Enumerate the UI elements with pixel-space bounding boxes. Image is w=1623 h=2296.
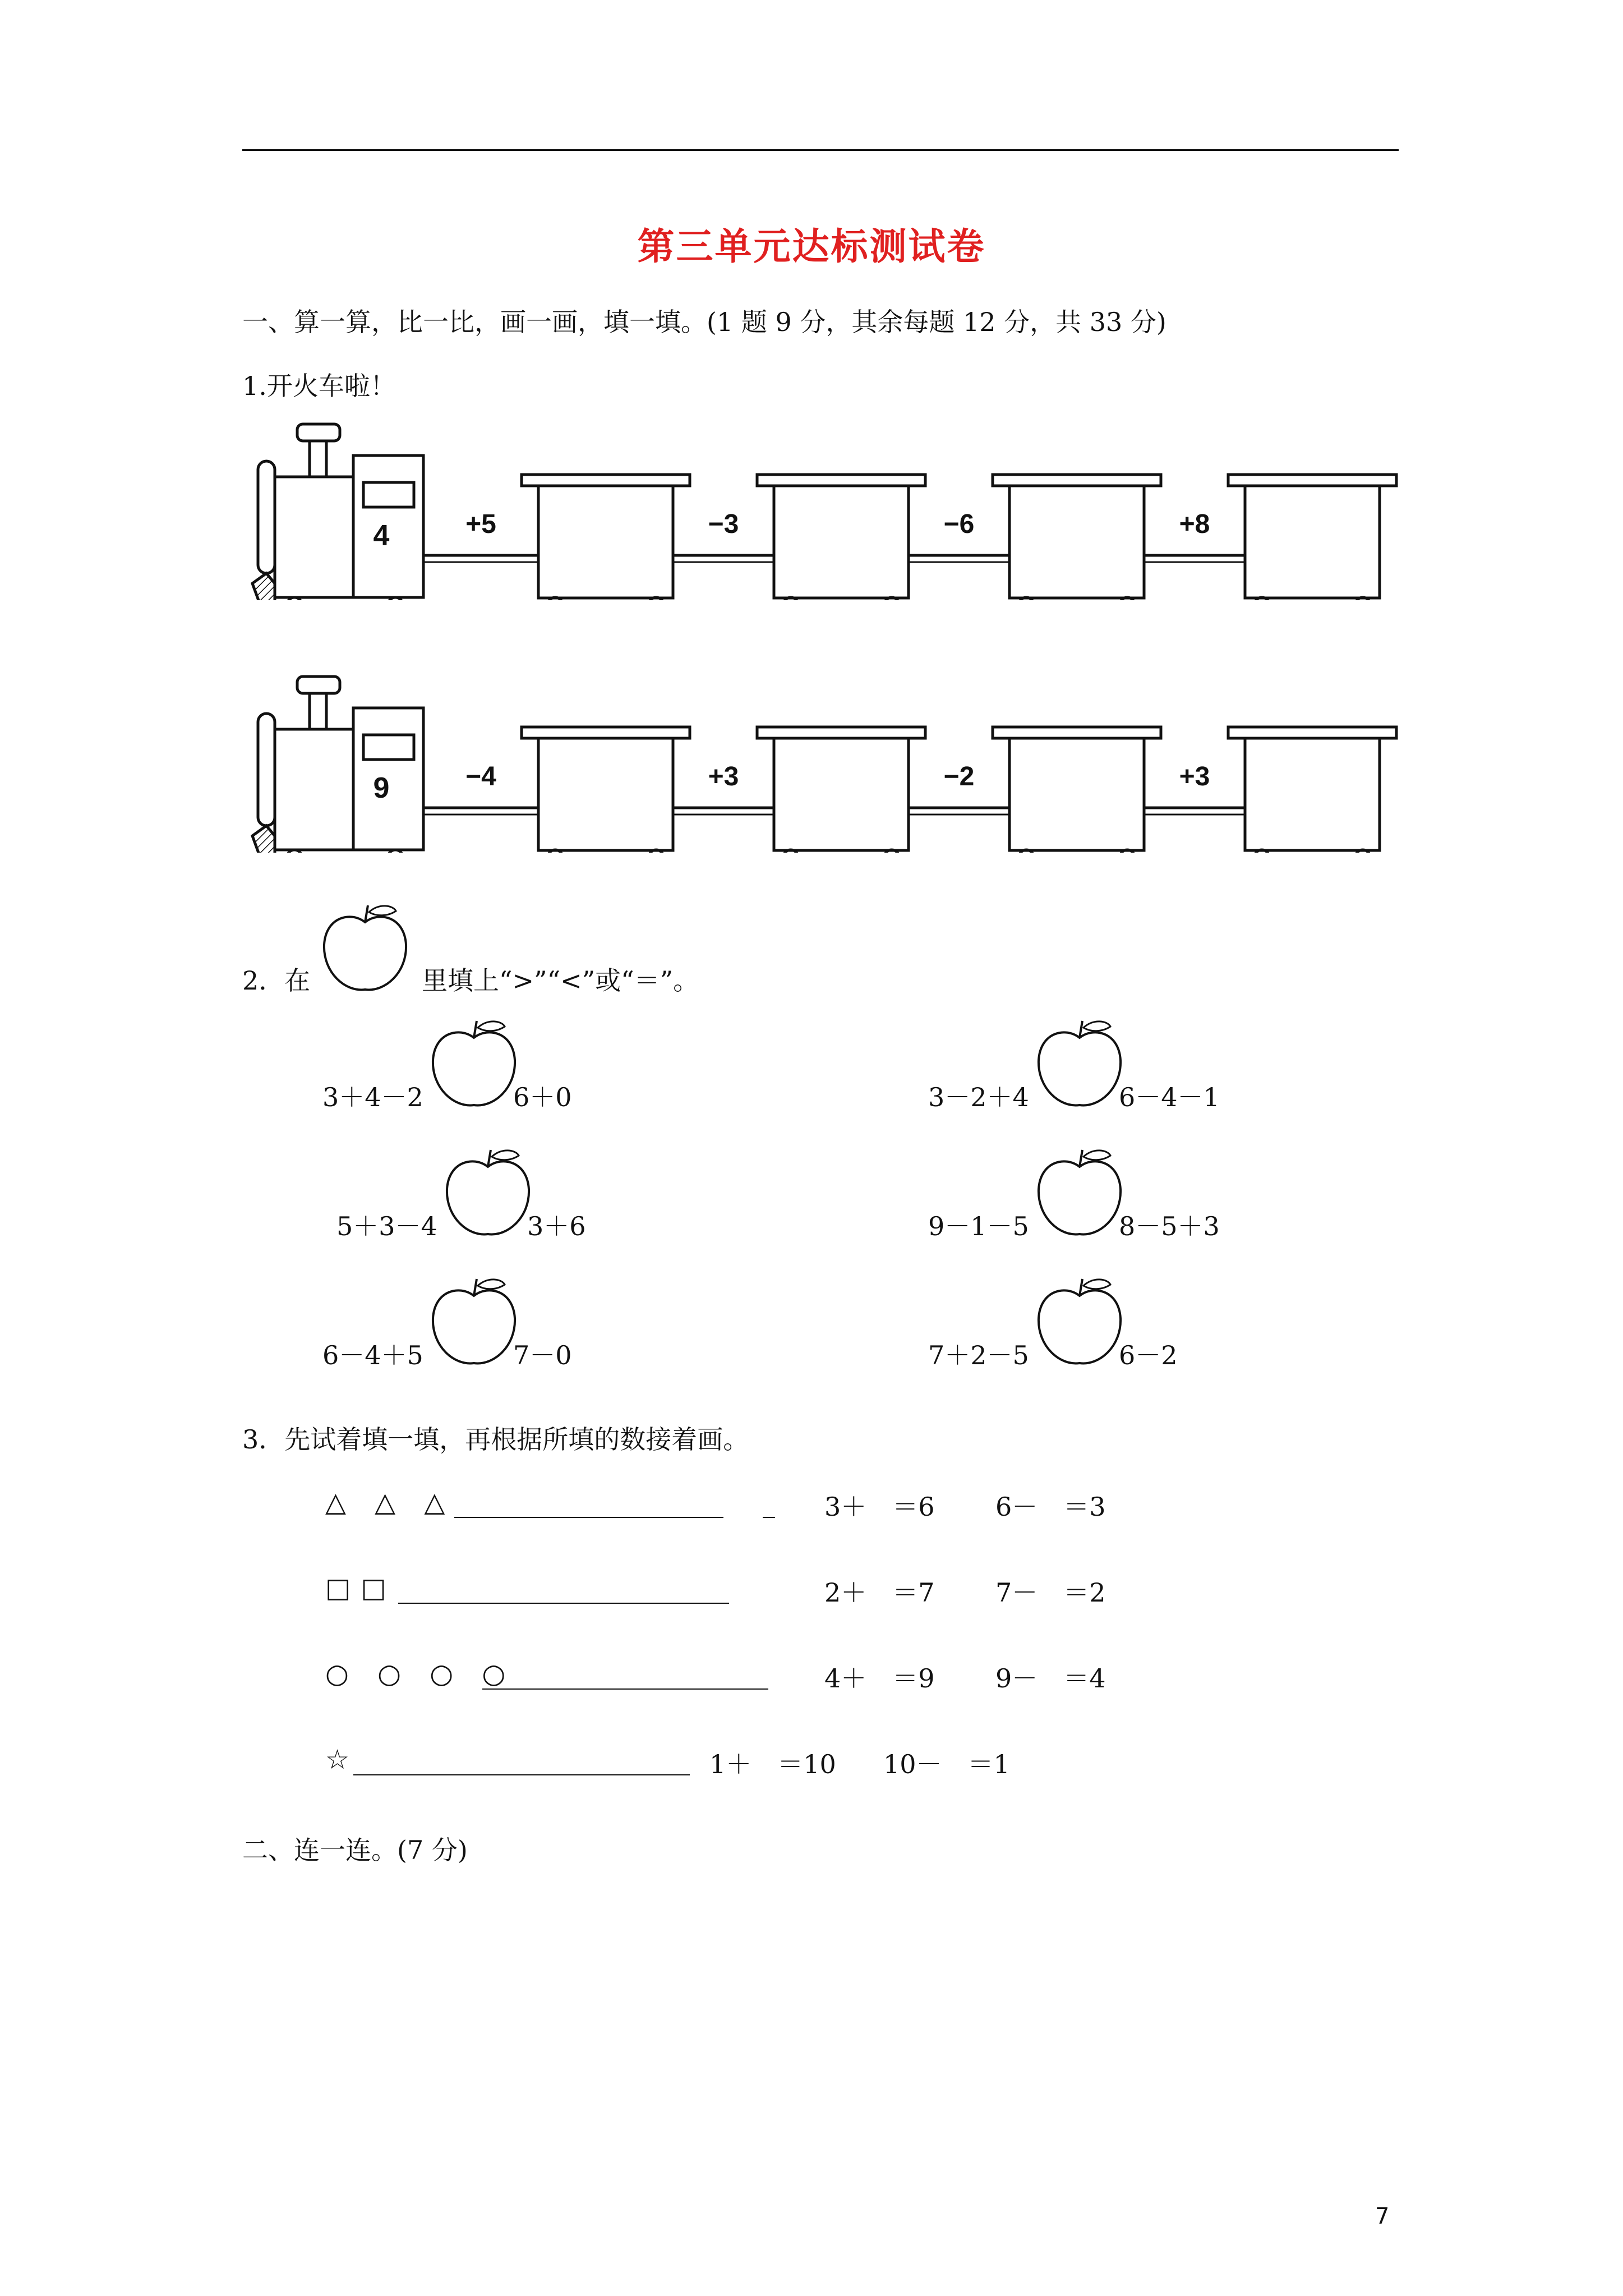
wagon-box[interactable] bbox=[774, 738, 909, 850]
train-op: +3 bbox=[1179, 762, 1210, 792]
wheel bbox=[783, 597, 798, 600]
wheel bbox=[287, 597, 302, 600]
apple-answer-box[interactable] bbox=[1032, 1015, 1127, 1111]
wheel bbox=[1019, 850, 1034, 853]
train-start-number: 4 bbox=[373, 519, 390, 552]
compare-left: 6－4＋5 bbox=[322, 1340, 423, 1370]
compare-right: 6－4－1 bbox=[1119, 1082, 1220, 1112]
wheel bbox=[884, 597, 899, 600]
train-op: +5 bbox=[465, 509, 496, 539]
wagon-roof bbox=[522, 475, 690, 486]
wagon-box[interactable] bbox=[538, 486, 673, 598]
locomotive bbox=[252, 677, 423, 853]
equation-add[interactable]: 3＋ ＝6 bbox=[824, 1492, 935, 1522]
header-rule bbox=[242, 149, 1399, 151]
equation-subtract[interactable]: 10－ ＝1 bbox=[883, 1749, 1010, 1779]
wheel bbox=[1019, 597, 1034, 600]
train-op: −2 bbox=[943, 762, 975, 792]
apple-answer-box[interactable] bbox=[1032, 1273, 1127, 1369]
q3-label: 3．先试着填一填，再根据所填的数接着画。 bbox=[242, 1424, 749, 1455]
train-op: +3 bbox=[708, 762, 739, 792]
train-op: −4 bbox=[465, 762, 496, 792]
train-start-number: 9 bbox=[373, 772, 390, 804]
shape-row: ☆ bbox=[325, 1744, 360, 1775]
equation-add[interactable]: 2＋ ＝7 bbox=[824, 1577, 935, 1608]
wagon-box[interactable] bbox=[1245, 486, 1380, 598]
apple-answer-box[interactable] bbox=[440, 1144, 536, 1240]
draw-line[interactable] bbox=[353, 1774, 690, 1775]
draw-line[interactable] bbox=[454, 1517, 723, 1518]
wagon-roof bbox=[1228, 475, 1396, 486]
page-number: 7 bbox=[1375, 2203, 1390, 2229]
compare-left: 7＋2－5 bbox=[928, 1340, 1029, 1370]
wagon-roof bbox=[757, 475, 925, 486]
q2-label-after: 里填上“>”“<”或“＝”。 bbox=[422, 965, 699, 996]
wheel bbox=[1120, 850, 1135, 853]
wagon-box[interactable] bbox=[774, 486, 909, 598]
equation-subtract[interactable]: 6－ ＝3 bbox=[995, 1492, 1106, 1522]
wagon-roof bbox=[1228, 727, 1396, 738]
wheel bbox=[388, 850, 403, 853]
train-op: +8 bbox=[1179, 509, 1210, 539]
apple-answer-box[interactable] bbox=[426, 1015, 522, 1111]
section1-heading: 一、算一算，比一比，画一画，填一填。(1 题 9 分，其余每题 12 分，共 33 分) bbox=[242, 307, 1166, 337]
wagon-box[interactable] bbox=[1009, 486, 1144, 598]
wheel bbox=[287, 850, 302, 853]
equation-add[interactable]: 4＋ ＝9 bbox=[824, 1663, 935, 1694]
q2-label-before: 2．在 bbox=[242, 965, 311, 996]
wagon-roof bbox=[993, 475, 1161, 486]
compare-right: 8－5＋3 bbox=[1119, 1211, 1220, 1241]
compare-right: 6－2 bbox=[1119, 1340, 1178, 1370]
wheel bbox=[388, 597, 403, 600]
wagon-box[interactable] bbox=[1245, 738, 1380, 850]
train-op: −6 bbox=[943, 509, 975, 539]
wheel bbox=[1255, 597, 1269, 600]
draw-line[interactable] bbox=[398, 1603, 729, 1604]
equation-subtract[interactable]: 7－ ＝2 bbox=[995, 1577, 1106, 1608]
draw-line[interactable] bbox=[482, 1688, 768, 1690]
compare-right: 7－0 bbox=[513, 1340, 572, 1370]
draw-line-extra bbox=[763, 1517, 775, 1518]
locomotive bbox=[252, 424, 423, 600]
wagon-roof bbox=[757, 727, 925, 738]
train-1 bbox=[241, 421, 1413, 600]
wheel bbox=[884, 850, 899, 853]
wagon-box[interactable] bbox=[1009, 738, 1144, 850]
shape-row: ○ ○ ○ ○ bbox=[325, 1658, 516, 1690]
wheel bbox=[1355, 597, 1370, 600]
wheel bbox=[1255, 850, 1269, 853]
equation-subtract[interactable]: 9－ ＝4 bbox=[995, 1663, 1106, 1694]
wheel bbox=[1355, 850, 1370, 853]
wheel bbox=[783, 850, 798, 853]
apple-answer-box[interactable] bbox=[426, 1273, 522, 1369]
wagon-box[interactable] bbox=[538, 738, 673, 850]
train-2 bbox=[241, 673, 1413, 853]
wheel bbox=[649, 850, 663, 853]
wheel bbox=[548, 597, 562, 600]
compare-right: 3＋6 bbox=[527, 1211, 586, 1241]
section2-heading: 二、连一连。(7 分) bbox=[242, 1835, 468, 1865]
shape-row: △ △ △ bbox=[325, 1487, 455, 1518]
apple-icon bbox=[317, 900, 413, 995]
compare-left: 3－2＋4 bbox=[928, 1082, 1029, 1112]
equation-add[interactable]: 1＋ ＝10 bbox=[709, 1749, 836, 1779]
apple-answer-box[interactable] bbox=[1032, 1144, 1127, 1240]
wheel bbox=[1120, 597, 1135, 600]
wheel bbox=[649, 597, 663, 600]
train-op: −3 bbox=[708, 509, 739, 539]
q1-label: 1.开火车啦！ bbox=[242, 371, 396, 401]
compare-left: 9－1－5 bbox=[928, 1211, 1029, 1241]
page-title: 第三单元达标测试卷 bbox=[637, 224, 986, 268]
compare-left: 5＋3－4 bbox=[336, 1211, 437, 1241]
wagon-roof bbox=[993, 727, 1161, 738]
compare-left: 3＋4－2 bbox=[322, 1082, 423, 1112]
wheel bbox=[548, 850, 562, 853]
wagon-roof bbox=[522, 727, 690, 738]
compare-right: 6＋0 bbox=[513, 1082, 572, 1112]
shape-row: □□ bbox=[325, 1572, 396, 1604]
